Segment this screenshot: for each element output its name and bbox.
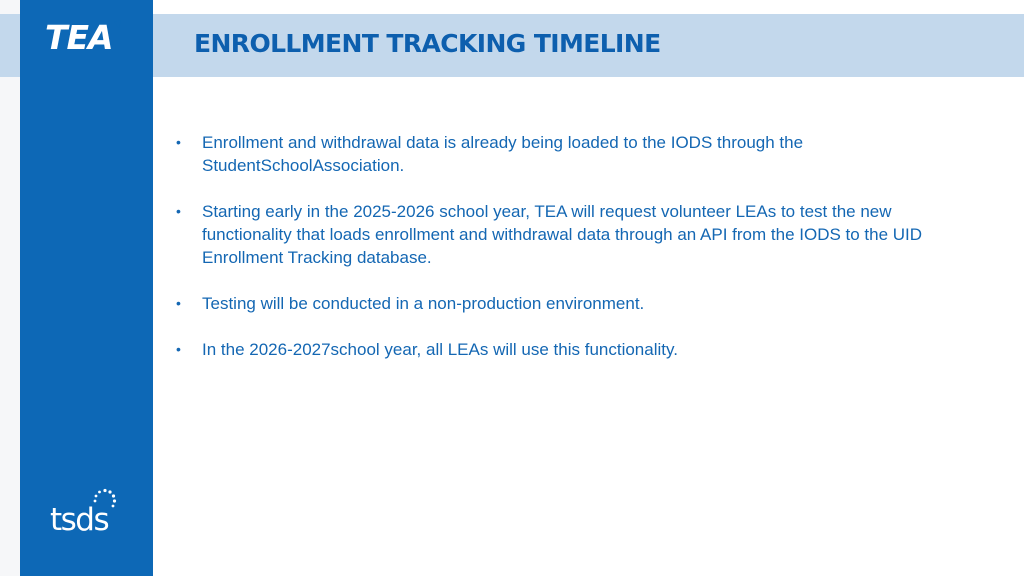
page-title: ENROLLMENT TRACKING TIMELINE — [194, 29, 661, 58]
star-notch-icon — [114, 20, 121, 28]
bullet-text: Testing will be conducted in a non-production environment. — [202, 294, 645, 313]
list-item — [174, 200, 964, 269]
bullet-text: Enrollment and withdrawal data is already being loaded to the IODS through the StudentSchoolAssociation. — [202, 133, 804, 175]
list-item — [174, 338, 964, 361]
tea-logo-text: TEA — [45, 18, 113, 56]
tsds-logo — [48, 488, 128, 536]
bullet-dot-icon: • — [176, 203, 181, 219]
bullet-dot-icon: • — [176, 341, 181, 357]
bullet-dot-icon: • — [176, 295, 181, 311]
list-item — [174, 292, 964, 315]
tea-logo — [44, 16, 132, 56]
bullet-text: Starting early in the 2025-2026 school year, TEA will request volunteer LEAs to test the new functionality that loads enrollment and withdrawal data through an API from the IODS to the UID Enrollment Tracking database. — [202, 202, 923, 267]
list-item — [174, 131, 964, 177]
tsds-logo-text: tsds — [50, 502, 109, 536]
left-margin — [0, 0, 20, 576]
bullet-list — [174, 131, 964, 384]
bullet-dot-icon: • — [176, 134, 181, 150]
bullet-text: In the 2026-2027school year, all LEAs will use this functionality. — [202, 340, 678, 359]
